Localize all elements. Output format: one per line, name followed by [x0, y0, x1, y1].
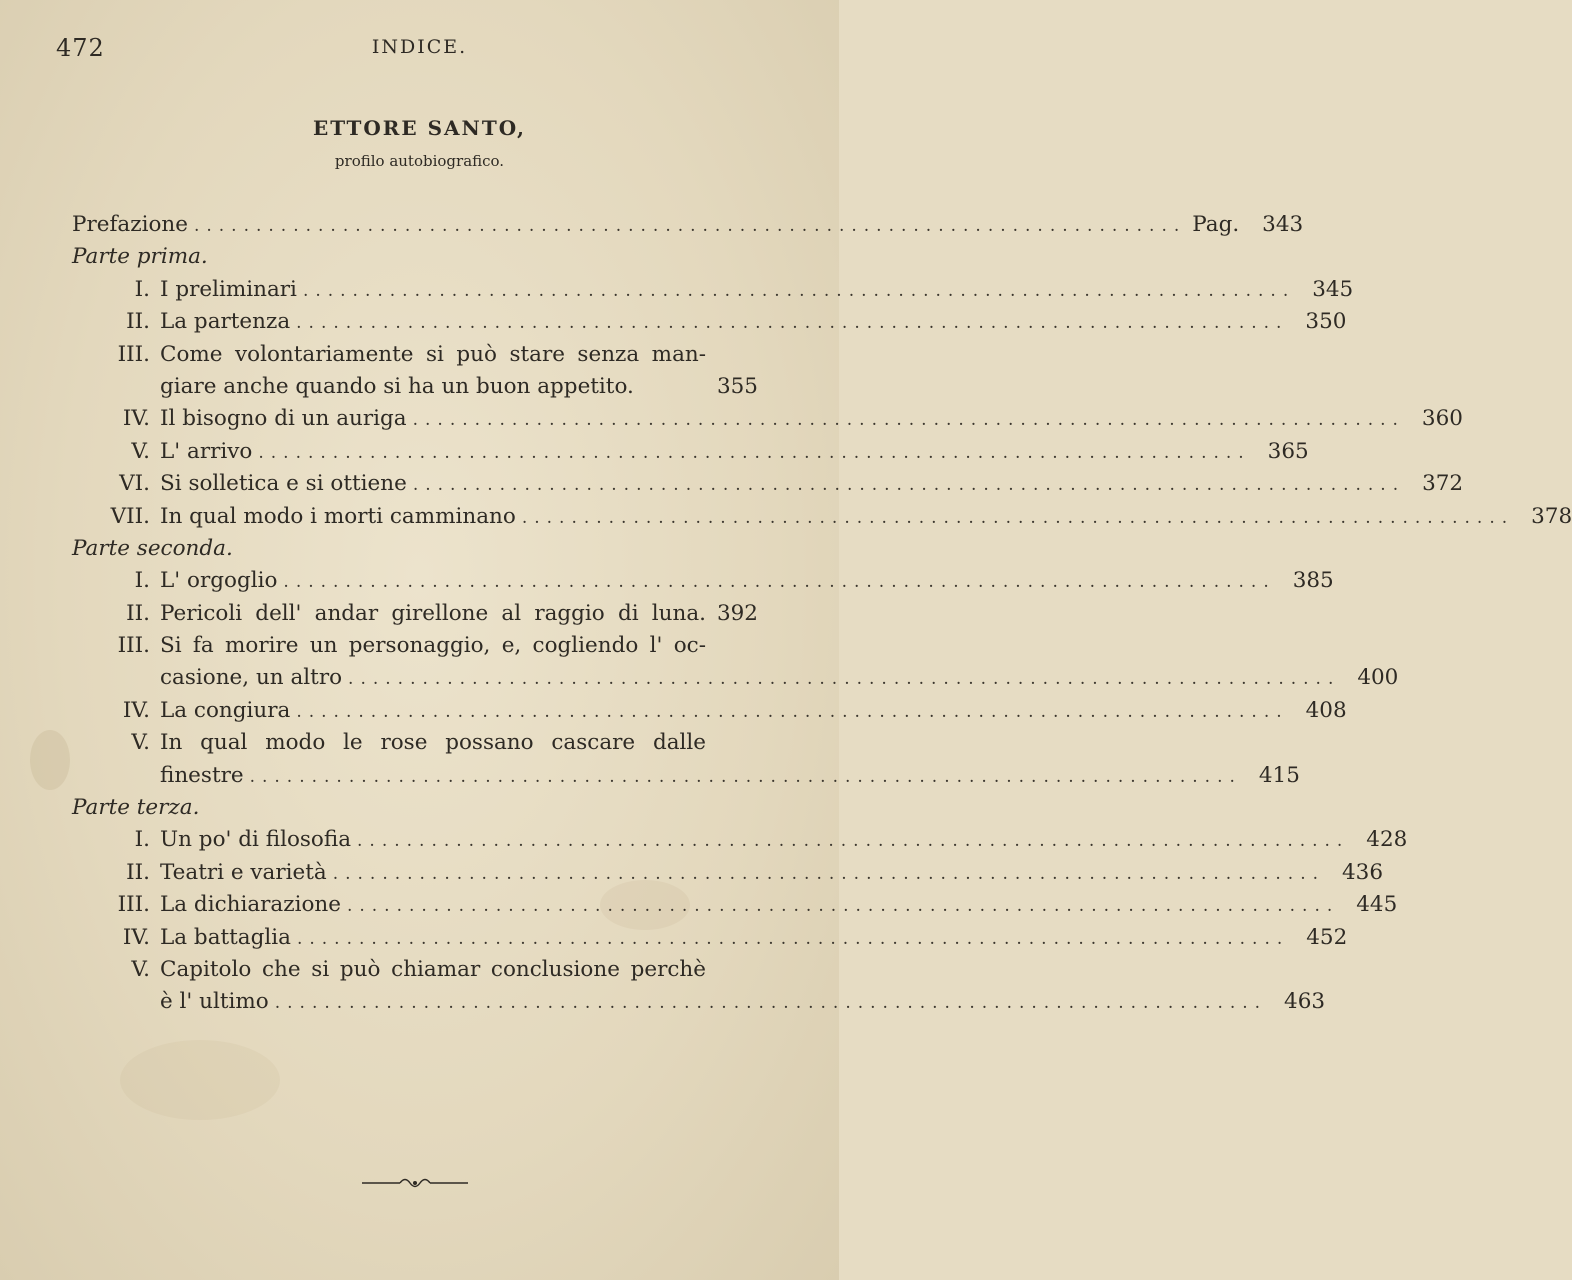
- chapter-title: Si solletica e si ottiene: [160, 471, 407, 497]
- toc-row: [72, 306, 1347, 338]
- toc-row-continuation: [72, 986, 1326, 1018]
- toc-row-continuation: [72, 371, 758, 403]
- toc-row: [72, 598, 758, 630]
- leader-dots: ................................................................................: [296, 701, 1289, 722]
- chapter-number: V.: [131, 730, 150, 756]
- chapter-number: II.: [126, 859, 150, 885]
- chapter-title: Teatri e varietà: [160, 859, 327, 885]
- leader-dots: ................................................................................: [302, 280, 1296, 301]
- chapter-title: Come volontariamente si può stare senza man-: [160, 341, 706, 367]
- leader-dots: ................................................................................: [258, 442, 1251, 463]
- leader-dots: ................................................................................: [249, 766, 1242, 787]
- chapter-title: L' arrivo: [160, 438, 253, 464]
- toc-row: [72, 468, 1464, 500]
- chapter-title: La partenza: [160, 309, 291, 335]
- toc-row: [72, 565, 1334, 597]
- leader-dots: ................................................................................: [412, 410, 1405, 431]
- page-ref: 408: [1305, 697, 1347, 723]
- toc-row: [72, 274, 1354, 306]
- leader-dots: ................................................................................: [193, 216, 1187, 236]
- page-ref: 365: [1267, 438, 1309, 464]
- chapter-title: Si fa morire un personaggio, e, cogliendo l' oc-: [160, 633, 706, 659]
- page-ref: 415: [1258, 762, 1300, 788]
- chapter-number: IV.: [122, 697, 150, 723]
- page-ref: 452: [1306, 924, 1348, 950]
- toc-row-continuation: [72, 662, 1399, 694]
- leader-dots: ................................................................................: [521, 507, 1515, 528]
- toc-row: [72, 436, 1309, 468]
- chapter-number: VI.: [119, 471, 150, 497]
- chapter-number: IV.: [122, 924, 150, 950]
- toc-row: [72, 339, 758, 371]
- tailpiece-ornament-icon: [360, 1168, 470, 1198]
- toc-preface-row: [72, 209, 1304, 241]
- chapter-title-continued: casione, un altro: [160, 665, 343, 691]
- chapter-title: In qual modo le rose possano cascare dalle: [160, 730, 706, 756]
- page-ref: 463: [1284, 989, 1326, 1015]
- table-of-contents: [72, 209, 1572, 1019]
- page-ref: 445: [1356, 892, 1398, 918]
- chapter-title: Capitolo che si può chiamar conclusione perchè: [160, 956, 706, 982]
- toc-row: [72, 954, 758, 986]
- page-ref: 350: [1305, 309, 1347, 335]
- leader-dots: ................................................................................: [274, 993, 1268, 1014]
- leader-dots: ................................................................................: [412, 475, 1406, 496]
- page-ref: 378: [1531, 503, 1572, 529]
- page-ref: 360: [1421, 406, 1463, 432]
- page-ref: 343: [1262, 212, 1304, 237]
- toc-row: [72, 630, 758, 662]
- part-heading: Parte seconda.: [72, 535, 233, 561]
- chapter-title: La congiura: [160, 697, 291, 723]
- toc-row: [72, 889, 1398, 921]
- chapter-number: I.: [134, 827, 150, 853]
- page-number: 472: [56, 34, 105, 62]
- paper-stain: [30, 730, 70, 790]
- chapter-number: IV.: [122, 406, 150, 432]
- toc-row: [72, 695, 1347, 727]
- work-subtitle: profilo autobiografico.: [334, 152, 505, 170]
- chapter-number: II.: [126, 309, 150, 335]
- page-ref: 355: [716, 373, 758, 399]
- pag-label: Pag.: [1192, 212, 1240, 237]
- chapter-number: I.: [134, 568, 150, 594]
- page-ref: 428: [1366, 827, 1408, 853]
- chapter-title-continued: finestre: [160, 762, 244, 788]
- toc-row: [72, 824, 1408, 856]
- leader-dots: ................................................................................: [283, 572, 1276, 593]
- paper-stain: [120, 1040, 280, 1120]
- chapter-number: VII.: [110, 503, 150, 529]
- preface-label: Prefazione: [72, 212, 188, 237]
- leader-dots: ................................................................................: [348, 669, 1341, 690]
- leader-dots: ................................................................................: [296, 313, 1289, 334]
- chapter-title: La battaglia: [160, 924, 291, 950]
- chapter-title-continued: giare anche quando si ha un buon appetito.: [160, 373, 634, 399]
- chapter-title: La dichiarazione: [160, 892, 341, 918]
- toc-row: [72, 501, 1572, 533]
- leader-dots: ................................................................................: [346, 896, 1340, 917]
- toc-row-continuation: [72, 760, 1300, 792]
- running-title: INDICE.: [371, 36, 468, 58]
- chapter-title-continued: è l' ultimo: [160, 989, 269, 1015]
- toc-row: [72, 727, 758, 759]
- leader-dots: ................................................................................: [296, 928, 1290, 949]
- part-heading: Parte terza.: [72, 795, 200, 821]
- chapter-number: III.: [117, 633, 150, 659]
- page-ref: 372: [1422, 471, 1464, 497]
- chapter-number: III.: [117, 341, 150, 367]
- leader-dots: ................................................................................: [357, 831, 1350, 852]
- chapter-number: V.: [131, 438, 150, 464]
- part-heading: Parte prima.: [72, 244, 208, 270]
- page-ref: 436: [1341, 859, 1384, 885]
- chapter-title: Pericoli dell' andar girellone al raggio di luna.: [160, 600, 706, 626]
- page-ref: 385: [1292, 568, 1334, 594]
- page-ref: 345: [1312, 276, 1354, 302]
- chapter-title: Un po' di filosofia: [160, 827, 352, 853]
- work-title: ETTORE SANTO,: [313, 116, 526, 140]
- page-ref: 392: [716, 600, 758, 626]
- chapter-title: Il bisogno di un auriga: [160, 406, 407, 432]
- chapter-number: III.: [117, 892, 150, 918]
- chapter-title: I preliminari: [160, 276, 297, 302]
- toc-row: [72, 922, 1348, 954]
- chapter-title: L' orgoglio: [160, 568, 278, 594]
- toc-row: [72, 857, 1384, 889]
- chapter-number: I.: [134, 276, 150, 302]
- leader-dots: ................................................................................: [332, 863, 1326, 884]
- chapter-number: V.: [131, 956, 150, 982]
- chapter-title: In qual modo i morti camminano: [160, 503, 516, 529]
- running-header: [0, 34, 839, 64]
- page-ref: 400: [1357, 665, 1399, 691]
- toc-row: [72, 403, 1463, 435]
- chapter-number: II.: [126, 600, 150, 626]
